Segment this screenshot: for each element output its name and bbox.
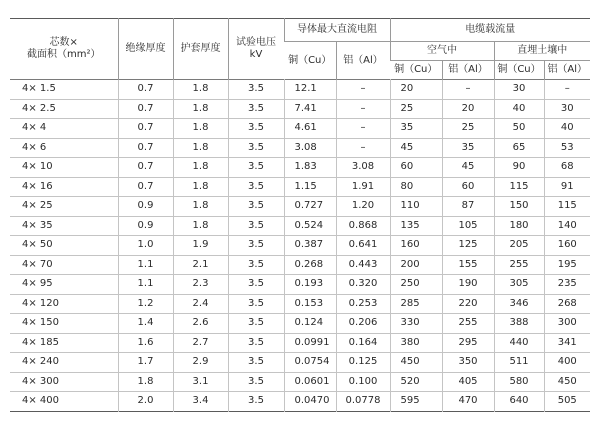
table-row (10, 314, 590, 334)
cell-soil-cu: 305 (494, 275, 544, 295)
cell-insulation-thickness: 1.8 (118, 372, 173, 392)
table-row (10, 236, 590, 256)
cell-air-al: 20 (442, 99, 494, 119)
cell-soil-cu: 30 (494, 80, 544, 100)
cell-core-section: 4× 240 (22, 356, 60, 368)
cell-insulation-thickness: 2.0 (118, 392, 173, 412)
cell-soil-cu: 511 (494, 353, 544, 373)
cell-soil-cu: 640 (494, 392, 544, 412)
cell-soil-al: 40 (544, 119, 590, 139)
cell-resistance-al: 0.253 (336, 294, 390, 314)
cell-test-voltage: 3.5 (228, 197, 284, 217)
cell-test-voltage: 3.5 (228, 80, 284, 100)
cell-resistance-al: 0.868 (336, 216, 390, 236)
header-insulation-thickness: 绝缘厚度 (118, 19, 173, 80)
cell-sheath-thickness: 1.8 (173, 99, 228, 119)
cell-sheath-thickness: 2.7 (173, 333, 228, 353)
cell-core-section: 4× 300 (22, 375, 60, 387)
cell-core-section: 4× 1.5 (22, 83, 56, 95)
cell-air-cu: 25 (390, 99, 442, 119)
cell-resistance-cu: 0.0754 (284, 353, 336, 373)
cell-air-cu: 200 (390, 255, 442, 275)
cell-soil-al: 30 (544, 99, 590, 119)
cell-test-voltage: 3.5 (228, 333, 284, 353)
cell-core-section: 4× 10 (22, 161, 53, 173)
cell-resistance-cu: 4.61 (284, 119, 336, 139)
cell-resistance-al: 0.320 (336, 275, 390, 295)
cell-air-al: 60 (442, 177, 494, 197)
cell-resistance-al: – (336, 119, 390, 139)
cell-soil-cu: 180 (494, 216, 544, 236)
cell-insulation-thickness: 0.9 (118, 216, 173, 236)
cell-air-cu: 520 (390, 372, 442, 392)
header-test-voltage-line1: 试验电压 (236, 37, 276, 48)
cell-soil-al: 300 (544, 314, 590, 334)
cell-insulation-thickness: 1.7 (118, 353, 173, 373)
cell-test-voltage: 3.5 (228, 314, 284, 334)
table-row (10, 275, 590, 295)
cell-insulation-thickness: 1.1 (118, 255, 173, 275)
cell-resistance-al: – (336, 99, 390, 119)
cell-air-al: 405 (442, 372, 494, 392)
cell-soil-cu: 150 (494, 197, 544, 217)
cell-air-cu: 60 (390, 158, 442, 178)
cell-air-al: 155 (442, 255, 494, 275)
cell-resistance-al: 0.125 (336, 353, 390, 373)
cell-test-voltage: 3.5 (228, 372, 284, 392)
cell-resistance-cu: 0.0470 (284, 392, 336, 412)
table-row (10, 138, 590, 158)
cell-air-al: 255 (442, 314, 494, 334)
cell-test-voltage: 3.5 (228, 236, 284, 256)
cell-resistance-cu: 1.15 (284, 177, 336, 197)
cell-soil-al: 160 (544, 236, 590, 256)
cell-soil-cu: 65 (494, 138, 544, 158)
cell-insulation-thickness: 0.7 (118, 177, 173, 197)
cell-air-cu: 380 (390, 333, 442, 353)
cell-soil-al: 91 (544, 177, 590, 197)
cell-resistance-al: 0.206 (336, 314, 390, 334)
header-core-section-line1: 芯数× (49, 37, 78, 48)
table-row (10, 80, 590, 100)
cell-sheath-thickness: 2.4 (173, 294, 228, 314)
cell-air-al: 87 (442, 197, 494, 217)
cell-core-section: 4× 70 (22, 258, 53, 270)
cell-sheath-thickness: 1.8 (173, 119, 228, 139)
cell-soil-cu: 40 (494, 99, 544, 119)
cell-sheath-thickness: 1.8 (173, 177, 228, 197)
table-row (10, 99, 590, 119)
header-soil-al: 铝（Al） (544, 61, 590, 80)
cell-resistance-cu: 0.124 (284, 314, 336, 334)
cell-test-voltage: 3.5 (228, 99, 284, 119)
cell-soil-al: 140 (544, 216, 590, 236)
cell-resistance-al: 0.0778 (336, 392, 390, 412)
table-body (10, 80, 590, 412)
cell-test-voltage: 3.5 (228, 294, 284, 314)
cell-soil-al: 505 (544, 392, 590, 412)
cell-soil-cu: 346 (494, 294, 544, 314)
header-in-air: 空气中 (390, 42, 494, 61)
table-header (10, 19, 590, 80)
table-row (10, 197, 590, 217)
cell-soil-cu: 255 (494, 255, 544, 275)
cell-soil-al: 235 (544, 275, 590, 295)
table-row (10, 119, 590, 139)
cell-soil-cu: 205 (494, 236, 544, 256)
cell-resistance-cu: 0.387 (284, 236, 336, 256)
cell-sheath-thickness: 1.8 (173, 80, 228, 100)
cell-insulation-thickness: 0.7 (118, 80, 173, 100)
cell-sheath-thickness: 2.3 (173, 275, 228, 295)
cell-soil-al: 341 (544, 333, 590, 353)
cell-core-section: 4× 120 (22, 297, 60, 309)
cell-soil-al: 68 (544, 158, 590, 178)
cell-soil-al: 400 (544, 353, 590, 373)
cell-resistance-cu: 0.193 (284, 275, 336, 295)
cell-air-cu: 45 (390, 138, 442, 158)
cell-insulation-thickness: 0.9 (118, 197, 173, 217)
cell-resistance-al: 1.20 (336, 197, 390, 217)
cell-test-voltage: 3.5 (228, 138, 284, 158)
cell-air-cu: 330 (390, 314, 442, 334)
cell-soil-cu: 440 (494, 333, 544, 353)
header-core-section-line2: 截面积（mm²） (27, 49, 101, 60)
header-resistance-cu: 铜（Cu） (284, 42, 336, 80)
table-row (10, 158, 590, 178)
cell-core-section: 4× 6 (22, 141, 47, 153)
cell-core-section: 4× 95 (22, 278, 53, 290)
cell-insulation-thickness: 0.7 (118, 99, 173, 119)
cell-insulation-thickness: 0.7 (118, 158, 173, 178)
cell-air-al: – (442, 80, 494, 100)
cell-soil-cu: 388 (494, 314, 544, 334)
cell-soil-cu: 50 (494, 119, 544, 139)
cell-insulation-thickness: 1.0 (118, 236, 173, 256)
cell-air-al: 220 (442, 294, 494, 314)
cell-air-cu: 595 (390, 392, 442, 412)
cell-resistance-cu: 0.524 (284, 216, 336, 236)
header-current-capacity: 电缆载流量 (390, 19, 590, 42)
spec-table-container (10, 18, 590, 412)
header-core-section (10, 19, 118, 80)
cell-test-voltage: 3.5 (228, 353, 284, 373)
cell-air-cu: 110 (390, 197, 442, 217)
table-row (10, 392, 590, 412)
cell-resistance-al: 0.100 (336, 372, 390, 392)
cell-test-voltage: 3.5 (228, 216, 284, 236)
table-row (10, 255, 590, 275)
cell-air-cu: 160 (390, 236, 442, 256)
cell-resistance-cu: 12.1 (284, 80, 336, 100)
table-row (10, 177, 590, 197)
cell-test-voltage: 3.5 (228, 275, 284, 295)
header-sheath-thickness: 护套厚度 (173, 19, 228, 80)
cell-resistance-al: 0.443 (336, 255, 390, 275)
cell-sheath-thickness: 2.6 (173, 314, 228, 334)
header-max-dc-resistance: 导体最大直流电阻 (284, 19, 390, 42)
cell-air-al: 295 (442, 333, 494, 353)
cell-insulation-thickness: 1.1 (118, 275, 173, 295)
cell-resistance-cu: 3.08 (284, 138, 336, 158)
cell-soil-al: 195 (544, 255, 590, 275)
cell-air-al: 470 (442, 392, 494, 412)
cell-core-section: 4× 16 (22, 180, 53, 192)
header-resistance-al: 铝（Al） (336, 42, 390, 80)
cell-sheath-thickness: 2.9 (173, 353, 228, 373)
cell-soil-cu: 115 (494, 177, 544, 197)
cell-resistance-cu: 0.153 (284, 294, 336, 314)
cell-resistance-al: – (336, 138, 390, 158)
cell-sheath-thickness: 2.1 (173, 255, 228, 275)
cell-resistance-cu: 0.0991 (284, 333, 336, 353)
cell-sheath-thickness: 1.8 (173, 158, 228, 178)
cell-resistance-al: 0.641 (336, 236, 390, 256)
cell-insulation-thickness: 1.4 (118, 314, 173, 334)
cable-spec-table (10, 18, 590, 412)
cell-core-section: 4× 2.5 (22, 102, 56, 114)
cell-soil-al: 115 (544, 197, 590, 217)
table-row (10, 333, 590, 353)
cell-air-al: 25 (442, 119, 494, 139)
cell-air-cu: 35 (390, 119, 442, 139)
cell-test-voltage: 3.5 (228, 255, 284, 275)
cell-sheath-thickness: 3.4 (173, 392, 228, 412)
cell-resistance-al: 3.08 (336, 158, 390, 178)
cell-insulation-thickness: 0.7 (118, 138, 173, 158)
cell-air-cu: 20 (390, 80, 442, 100)
header-test-voltage (228, 19, 284, 80)
header-direct-buried: 直埋土壤中 (494, 42, 590, 61)
cell-air-al: 350 (442, 353, 494, 373)
cell-air-al: 125 (442, 236, 494, 256)
cell-soil-al: 268 (544, 294, 590, 314)
cell-core-section: 4× 35 (22, 219, 53, 231)
cell-insulation-thickness: 0.7 (118, 119, 173, 139)
table-row (10, 353, 590, 373)
cell-soil-al: 450 (544, 372, 590, 392)
cell-test-voltage: 3.5 (228, 392, 284, 412)
cell-soil-al: – (544, 80, 590, 100)
table-row (10, 294, 590, 314)
table-row (10, 216, 590, 236)
cell-air-cu: 285 (390, 294, 442, 314)
cell-core-section: 4× 4 (22, 122, 47, 134)
cell-core-section: 4× 400 (22, 395, 60, 407)
cell-sheath-thickness: 1.8 (173, 197, 228, 217)
cell-sheath-thickness: 1.8 (173, 138, 228, 158)
cell-air-cu: 250 (390, 275, 442, 295)
cell-resistance-al: – (336, 80, 390, 100)
cell-air-al: 45 (442, 158, 494, 178)
cell-resistance-cu: 0.268 (284, 255, 336, 275)
cell-air-al: 35 (442, 138, 494, 158)
cell-resistance-al: 1.91 (336, 177, 390, 197)
cell-resistance-cu: 1.83 (284, 158, 336, 178)
cell-insulation-thickness: 1.2 (118, 294, 173, 314)
table-row (10, 372, 590, 392)
cell-air-al: 190 (442, 275, 494, 295)
cell-test-voltage: 3.5 (228, 177, 284, 197)
cell-resistance-cu: 0.727 (284, 197, 336, 217)
header-soil-cu: 铜（Cu） (494, 61, 544, 80)
cell-test-voltage: 3.5 (228, 119, 284, 139)
header-test-voltage-line2: kV (249, 49, 263, 60)
cell-soil-cu: 90 (494, 158, 544, 178)
cell-core-section: 4× 25 (22, 200, 53, 212)
cell-resistance-al: 0.164 (336, 333, 390, 353)
cell-sheath-thickness: 3.1 (173, 372, 228, 392)
cell-soil-al: 53 (544, 138, 590, 158)
cell-sheath-thickness: 1.9 (173, 236, 228, 256)
header-air-al: 铝（Al） (442, 61, 494, 80)
cell-air-cu: 450 (390, 353, 442, 373)
cell-resistance-cu: 7.41 (284, 99, 336, 119)
cell-air-cu: 80 (390, 177, 442, 197)
cell-air-cu: 135 (390, 216, 442, 236)
cell-core-section: 4× 150 (22, 317, 60, 329)
cell-core-section: 4× 50 (22, 239, 53, 251)
header-air-cu: 铜（Cu） (390, 61, 442, 80)
cell-resistance-cu: 0.0601 (284, 372, 336, 392)
cell-soil-cu: 580 (494, 372, 544, 392)
cell-insulation-thickness: 1.6 (118, 333, 173, 353)
cell-sheath-thickness: 1.8 (173, 216, 228, 236)
cell-test-voltage: 3.5 (228, 158, 284, 178)
cell-air-al: 105 (442, 216, 494, 236)
cell-core-section: 4× 185 (22, 336, 60, 348)
